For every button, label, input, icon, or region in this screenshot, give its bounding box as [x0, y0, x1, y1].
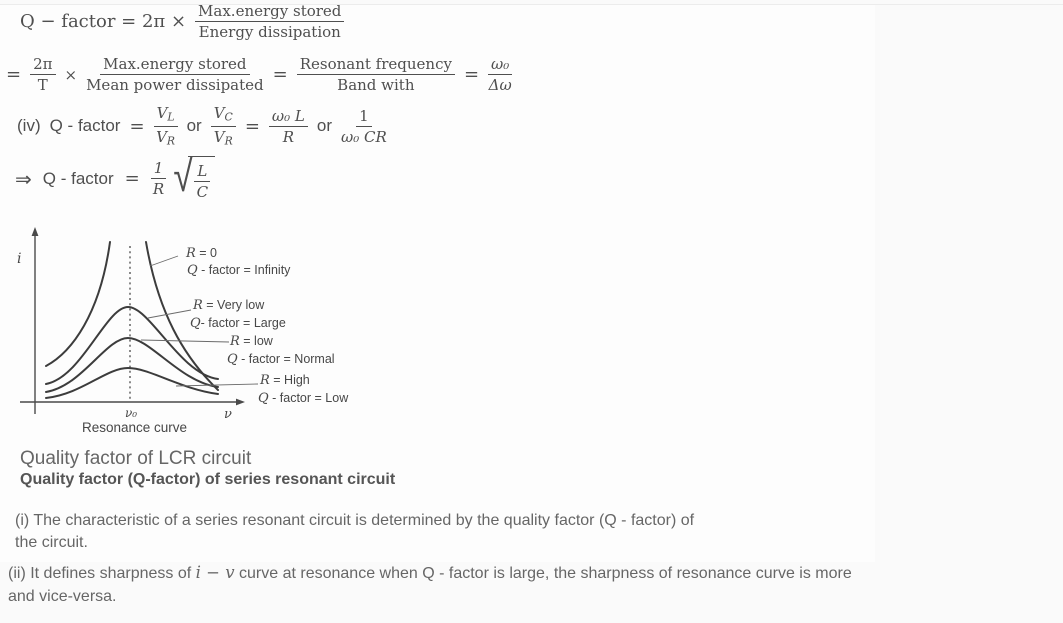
variable: Q — [190, 316, 201, 331]
paragraph-text: curve at resonance when Q - factor is large, the sharpness of resonance curve is more — [234, 565, 852, 582]
curve-label-r-low — [230, 334, 273, 349]
variable: V — [213, 127, 225, 146]
leader-line-r-low — [141, 340, 229, 342]
fraction-numerator: Resonant frequency — [297, 55, 455, 75]
fraction-numerator: ω₀ L — [269, 107, 308, 127]
label-text: - factor = Infinity — [197, 263, 291, 277]
paragraph-i — [15, 510, 915, 554]
curve-r-low — [46, 338, 218, 392]
label-text: - factor = Low — [268, 391, 349, 405]
paragraph-line: and vice-versa. — [8, 588, 117, 605]
curve-r-zero-left — [46, 242, 110, 366]
fraction-denominator: Band with — [337, 76, 415, 94]
q-factor-label: Q - factor — [49, 116, 121, 136]
equals-sign: = — [244, 115, 260, 137]
section-subtitle: Quality factor (Q-factor) of series resonant circuit — [20, 471, 396, 488]
paragraph-text: (ii) It defines sharpness of — [8, 565, 196, 582]
label-text: = low — [239, 334, 273, 348]
x-axis-arrow-icon — [236, 399, 245, 406]
fraction-numerator: 1 — [356, 107, 372, 127]
subscript: R — [166, 134, 176, 148]
label-text: = High — [269, 373, 310, 387]
or-word: or — [316, 116, 333, 136]
fraction-denominator: Δω — [488, 76, 512, 94]
fraction-numerator: 2π — [30, 55, 55, 75]
fraction-numerator: ω₀ — [488, 55, 512, 75]
curve-label-q-low — [258, 391, 348, 406]
fraction-denominator: C — [196, 183, 209, 201]
leader-line-r-high — [176, 384, 258, 386]
fraction-frequency — [297, 55, 455, 94]
leader-line-r-very-low — [148, 310, 191, 318]
formula-q-factor-voltage — [17, 104, 387, 148]
fraction-numerator: 1 — [151, 159, 167, 179]
fraction-numerator: L — [194, 162, 210, 182]
fraction-numerator: Max.energy stored — [195, 2, 344, 22]
implies-icon: ⇒ — [15, 166, 32, 191]
y-axis-label: i — [17, 251, 22, 267]
fraction-denominator: R — [152, 180, 165, 198]
fraction-denominator: ω₀ CR — [341, 127, 387, 146]
paragraph-line: (i) The characteristic of a series resonant circuit is determined by the quality factor (Q - factor) of — [15, 512, 695, 529]
curve-r-high — [46, 368, 218, 398]
subscript: L — [167, 110, 175, 124]
square-root — [173, 150, 215, 202]
fraction-denominator: Energy dissipation — [198, 23, 341, 41]
variable: Q — [227, 352, 238, 367]
variable: R — [230, 334, 240, 349]
radical-icon: √ — [173, 150, 194, 202]
q-factor-label: Q - factor — [42, 168, 114, 188]
fraction-denominator: Mean power dissipated — [86, 76, 264, 94]
resonant-frequency-tick-label: ν₀ — [125, 406, 138, 420]
times-sign: × — [64, 65, 78, 84]
curve-label-q-infinity — [187, 263, 290, 278]
equals-sign: = — [463, 64, 480, 85]
subscript: R — [224, 134, 233, 148]
section-title: Quality factor of LCR circuit — [20, 448, 252, 469]
variable: R — [193, 298, 203, 313]
curve-label-q-normal — [227, 352, 335, 367]
fraction-denominator: R — [282, 127, 295, 146]
variable: V — [156, 104, 168, 122]
variable: R — [186, 246, 196, 261]
fraction-numerator: Max.energy stored — [100, 55, 249, 75]
paragraph-line: the circuit. — [15, 534, 88, 551]
fraction-power — [86, 55, 264, 94]
variable: Q — [187, 263, 198, 278]
label-text: = Very low — [202, 298, 265, 312]
variable: V — [156, 127, 167, 146]
fraction-2pi-T — [30, 55, 55, 94]
fraction-denominator: T — [37, 76, 48, 94]
diagram-caption: Resonance curve — [82, 420, 188, 435]
fraction-1-omegaCR — [341, 107, 387, 146]
fraction-L-C — [194, 162, 210, 201]
curve-label-r-high — [260, 373, 310, 388]
variable: R — [260, 373, 270, 388]
fraction-omega — [488, 55, 512, 94]
fraction-energy — [195, 2, 344, 41]
label-text: - factor = Large — [200, 316, 286, 330]
equals-sign: = — [272, 64, 288, 85]
variable: Q — [258, 391, 269, 406]
formula-lead: Q − factor = 2π × — [20, 11, 187, 32]
paragraph-ii — [8, 561, 1063, 608]
x-axis-label: ν — [224, 407, 232, 422]
y-axis-arrow-icon — [32, 227, 39, 236]
fraction-1-R — [151, 159, 167, 198]
subscript: C — [224, 110, 233, 124]
formula-q-factor-definition — [20, 2, 344, 41]
equals-sign: = — [129, 115, 145, 137]
fraction-VC-VR — [211, 104, 236, 148]
label-text: - factor = Normal — [237, 352, 335, 366]
formula-q-factor-result — [15, 150, 215, 202]
or-word: or — [186, 116, 202, 136]
curve-label-r-very-low — [193, 298, 264, 313]
equals-sign: = — [124, 168, 140, 189]
fraction-omegaL-R — [269, 107, 308, 146]
formula-q-factor-expanded — [6, 55, 512, 94]
equals-sign: = — [6, 64, 22, 85]
variable: V — [213, 104, 225, 122]
curve-label-q-large — [190, 316, 286, 331]
fraction-VL-VR — [154, 104, 178, 148]
curve-label-r-zero — [186, 246, 217, 261]
leader-line-r-zero — [150, 256, 178, 266]
label-text: = 0 — [195, 246, 217, 260]
i-v-math: i − v — [195, 563, 235, 582]
item-marker: (iv) — [17, 116, 41, 136]
